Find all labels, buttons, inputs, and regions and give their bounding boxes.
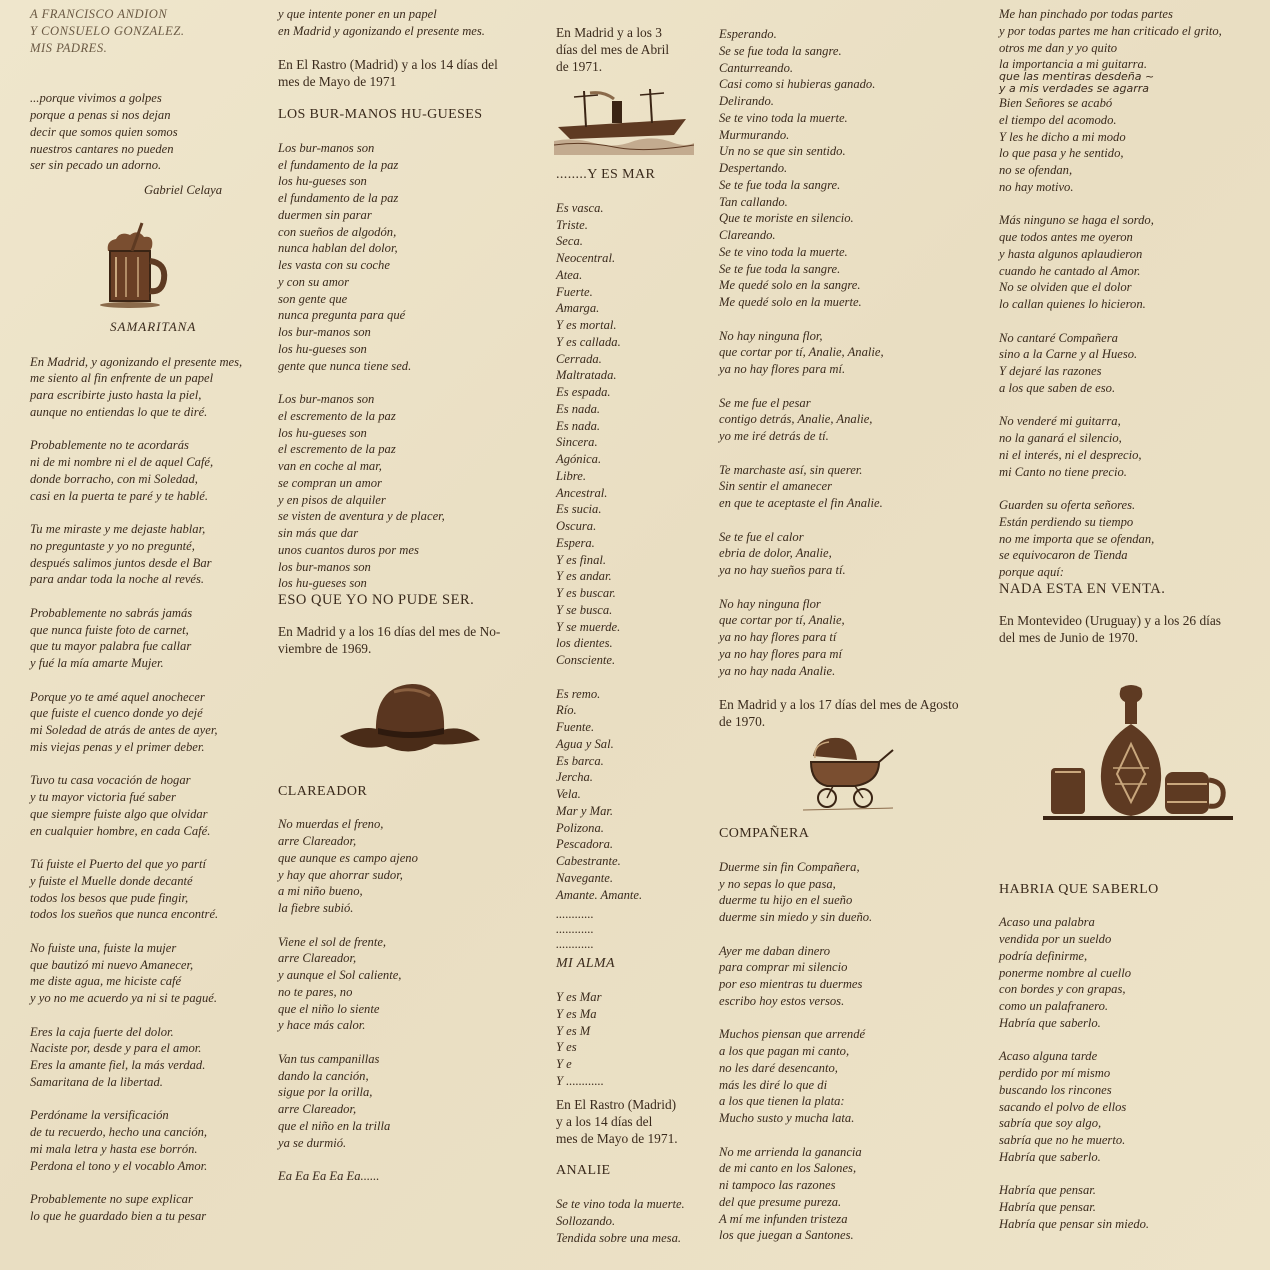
verse-list: Y es Mar Y es Ma Y es M Y es Y e Y ............ [556, 990, 604, 1088]
stanza: Muchos piensan que arrendé a los que pagan mi canto, no les daré desencanto, más les diré lo que di a los que tienen la plata: Mucho susto y mucha lata. [719, 1027, 866, 1125]
column-4 [719, 26, 989, 1261]
poem-title-analie: ANALIE [556, 1163, 611, 1179]
stanza: Duerme sin fin Compañera, y no sepas lo que pasa, duerme tu hijo en el sueño duerme sin miedo y sin dueño. [719, 859, 873, 924]
samaritana-stanzas [30, 354, 262, 1225]
stanza: No hay ninguna flor que cortar por tí, Analie, ya no hay flores para tí ya no hay flores para mí ya no hay nada Analie. [719, 596, 845, 678]
stanza: No hay ninguna flor, que cortar por tí, Analie, Analie, ya no hay flores para mí. [719, 328, 884, 376]
stanza: Probablemente no sabrás jamás que nunca fuiste foto de carnet, que tu mayor palabra fue callar y fué la mía amarte Mujer. [30, 605, 193, 670]
stanza: Tu me miraste y me dejaste hablar, no preguntaste y yo no pregunté, después salimos juntos desde el Bar para andar toda la noche al revés. [30, 522, 212, 587]
stanza: Van tus campanillas dando la canción, sigue por la orilla, arre Clareador, que el niño en la trilla ya se durmió. [278, 1051, 391, 1150]
closing-line: ESO QUE YO NO PUDE SER. [278, 592, 475, 608]
stanza: No cantaré Compañera sino a la Carne y al Hueso. Y dejaré las razones a los que saben de eso. [999, 330, 1138, 395]
samaritana-ending: y que intente poner en un papel en Madrid y agonizando el presente mes. [278, 7, 485, 38]
signature-madrid-abril-1971: En Madrid y a los 3 días del mes de Abril de 1971. [556, 25, 670, 74]
stanza: No fuiste una, fuiste la mujer que bautizó mi nuevo Amanecer, me diste agua, me hiciste café y yo no me acuerdo ya ni si te pagué. [30, 940, 217, 1005]
stanza: Eres la caja fuerte del dolor. Naciste por, desde y para el amor. Eres la amante fiel, la más verdad. Samaritana de la libertad. [30, 1024, 206, 1089]
stanza: No venderé mi guitarra, no la ganará el silencio, ni el interés, ni el desprecio, mi Canto no tiene precio. [999, 414, 1142, 479]
stanza: Se me fue el pesar contigo detrás, Analie, Analie, yo me iré detrás de tí. [719, 395, 873, 443]
verse-list: Es remo. Río. Fuente. Agua y Sal. Es barca. Jercha. Vela. Mar y Mar. Polizona. Pescadora. Cabestrante. Navegante. Amante. Amante. [556, 686, 643, 902]
signature-madrid-1969: En Madrid y a los 16 días del mes de No- viembre de 1969. [278, 623, 501, 656]
poem-title-clareador: CLAREADOR [278, 783, 368, 799]
poem-title-companera: COMPAÑERA [719, 826, 810, 841]
stanza: Ayer me daban dinero para comprar mi silencio por eso mientras tu duermes escribo hoy estos versos. [719, 943, 863, 1008]
beer-mug-icon [98, 221, 178, 311]
signature-montevideo-1970: En Montevideo (Uruguay) y a los 26 días del mes de Junio de 1970. [999, 612, 1222, 645]
stanza: Acaso una palabra vendida por un sueldo podría definirme, ponerme nombre al cuello con bordes y con grapas, como un palafranero. Habría que saberlo. [999, 915, 1132, 1030]
stanza: Tú fuiste el Puerto del que yo partí y fuiste el Muelle donde decanté todos los besos que pude fingir, todos los sueños que nunca encontré. [30, 857, 219, 922]
stanza: Bien Señores se acabó el tiempo del acomodo. Y les he dicho a mi modo lo que pasa y he sentido, no se ofendan, no hay motivo. [999, 96, 1126, 194]
signature-rastro-1971: En El Rastro (Madrid) y a los 14 días del mes de Mayo de 1971 [278, 57, 498, 90]
handwritten-annotation: que las mentiras desdeña ~ y a mis verdades se agarra [999, 70, 1155, 95]
poem-title-habria-que-saberlo: HABRIA QUE SABERLO [999, 881, 1159, 897]
stanza: En Madrid, y agonizando el presente mes, me siento al fin enfrente de un papel para escribirte justo hasta la piel, aunque no entiendas lo que te diré. [30, 354, 243, 419]
closing-line: NADA ESTA EN VENTA. [999, 580, 1166, 597]
bowler-hat-icon [334, 674, 484, 764]
stanza: Se te fue el calor ebria de dolor, Analie, ya no hay sueños para tí. [719, 529, 846, 577]
column-5 [999, 6, 1265, 1249]
stanza: Porque yo te amé aquel anochecer que fuiste el cuenco donde yo dejé mi Soledad de atrás de antes de ayer, mis viejas penas y el primer deber. [30, 689, 218, 754]
column-3 [556, 24, 706, 1263]
column-2 [278, 6, 543, 1202]
epigraph-author: Gabriel Celaya [144, 183, 222, 197]
stanza: Tuvo tu casa vocación de hogar y tu mayor victoria fué saber que siempre fuiste algo que olvidar en cualquier hombre, en cada Café. [30, 773, 211, 838]
steamship-icon [554, 83, 694, 155]
decanter-set-icon [1043, 684, 1233, 824]
verse-list: Se te vino toda la muerte. Sollozando. Tendida sobre una mesa. [556, 1197, 685, 1245]
stanza: Ea Ea Ea Ea Ea...... [278, 1169, 380, 1183]
signature-madrid-agosto-1970: En Madrid y a los 17 días del mes de Agosto de 1970. [719, 697, 959, 729]
stanza: Te marchaste así, sin querer. Sin sentir el amanecer en que te aceptaste el fin Analie. [719, 462, 883, 510]
stanza: Perdóname la versificación de tu recuerdo, hecho una canción, mi mala letra y hasta ese borrón. Perdona el tono y el vocablo Amor. [30, 1108, 208, 1173]
stanza: Más ninguno se haga el sordo, que todos antes me oyeron y hasta algunos aplaudieron cuando he cantado al Amor. No se olviden que el dolor lo callan quienes lo hicieron. [999, 213, 1154, 311]
stanza: Los bur-manos son el escremento de la paz los hu-gueses son el escremento de la paz van en coche al mar, se compran un amor y en pisos de alquiler se visten de aventura y de placer, sin más que dar unos cuantos duros por mes los bur-manos son los hu-gueses son [278, 392, 445, 591]
stanza: Probablemente no te acordarás ni de mi nombre ni el de aquel Café, donde borracho, con mi Soledad, casi en la puerta te paré y te hablé. [30, 438, 214, 503]
column-1 [30, 6, 262, 1241]
stanza: Esperando. Se se fue toda la sangre. Canturreando. Casi como si hubieras ganado. Delirando. Se te vino toda la muerte. Murmurando. Un no se que sin sentido. Despertando. Se te fue toda la sangre. Tan callando. Que te moriste en silencio. Clareando. Se te vino toda la muerte. Se te fue toda la sangre. Me quedé solo en la sangre. Me quedé solo en la muerte. [719, 27, 876, 309]
epigraph: ...porque vivimos a golpes porque a penas si nos dejan decir que somos quien somos nuestros cantares no pueden ser sin pecado un adorno. [30, 91, 178, 173]
stanza: Acaso alguna tarde perdido por mí mismo buscando los rincones sacando el polvo de ellos sabría que soy algo, sabría que no he muerto. Habría que saberlo. [999, 1049, 1127, 1164]
stanza: No muerdas el freno, arre Clareador, que aunque es campo ajeno y hay que ahorrar sudor, a mi niño bueno, la fiebre subió. [278, 817, 418, 915]
stanza: No me arrienda la ganancia de mi canto en los Salones, ni tampoco las razones del que presume pureza. A mí me infunden tristeza los que juegan a Santones. [719, 1144, 862, 1243]
verse-list: Es vasca. Triste. Seca. Neocentral. Atea. Fuerte. Amarga. Y es mortal. Y es callada. Cerrada. Maltratada. Es espada. Es nada. Es nada. Sincera. Agónica. Libre. Ancestral. Es sucia. Oscura. Espera. Y es final. Y es andar. Y es buscar. Y se busca. Y se muerde. los dientes. Consciente. [556, 200, 621, 667]
stanza: Los bur-manos son el fundamento de la paz los hu-gueses son el fundamento de la paz duermen sin parar con sueños de algodón, nunca hablan del dolor, les vasta con su coche y con su amor son gente que nunca pregunta para qué los bur-manos son los hu-gueses son gente que nunca tiene sed. [278, 140, 412, 373]
stanza: Habría que pensar. Habría que pensar. Habría que pensar sin miedo. [999, 1183, 1150, 1231]
poem-title-y-es-mar: ........Y ES MAR [556, 167, 656, 182]
stanza: Probablemente no supe explicar lo que he guardado bien a tu pesar [30, 1192, 207, 1223]
poem-title-mi-alma: MI ALMA [556, 956, 615, 972]
stanza: Viene el sol de frente, arre Clareador, y aunque el Sol caliente, no te pares, no que el niño lo siente y hace más calor. [278, 934, 402, 1033]
stanza: Guarden su oferta señores. Están perdiendo su tiempo no me importa que se ofendan, se equivocaron de Tienda porque aquí: [999, 498, 1155, 579]
dots: ............ ............ ............ [556, 907, 594, 952]
poem-title-samaritana: SAMARITANA [110, 318, 197, 334]
dedication: A FRANCISCO ANDION Y CONSUELO GONZALEZ. MIS PADRES. [30, 7, 185, 55]
poem-title-burmanos: LOS BUR-MANOS HU-GUESES [278, 107, 483, 122]
signature-rastro-mayo-1971: En El Rastro (Madrid) y a los 14 días del mes de Mayo de 1971. [556, 1096, 678, 1146]
stanza: Me han pinchado por todas partes y por todas partes me han criticado el grito, otros me dan y yo quito la importancia a mi guitarra. [999, 7, 1222, 72]
pram-icon [793, 732, 903, 814]
